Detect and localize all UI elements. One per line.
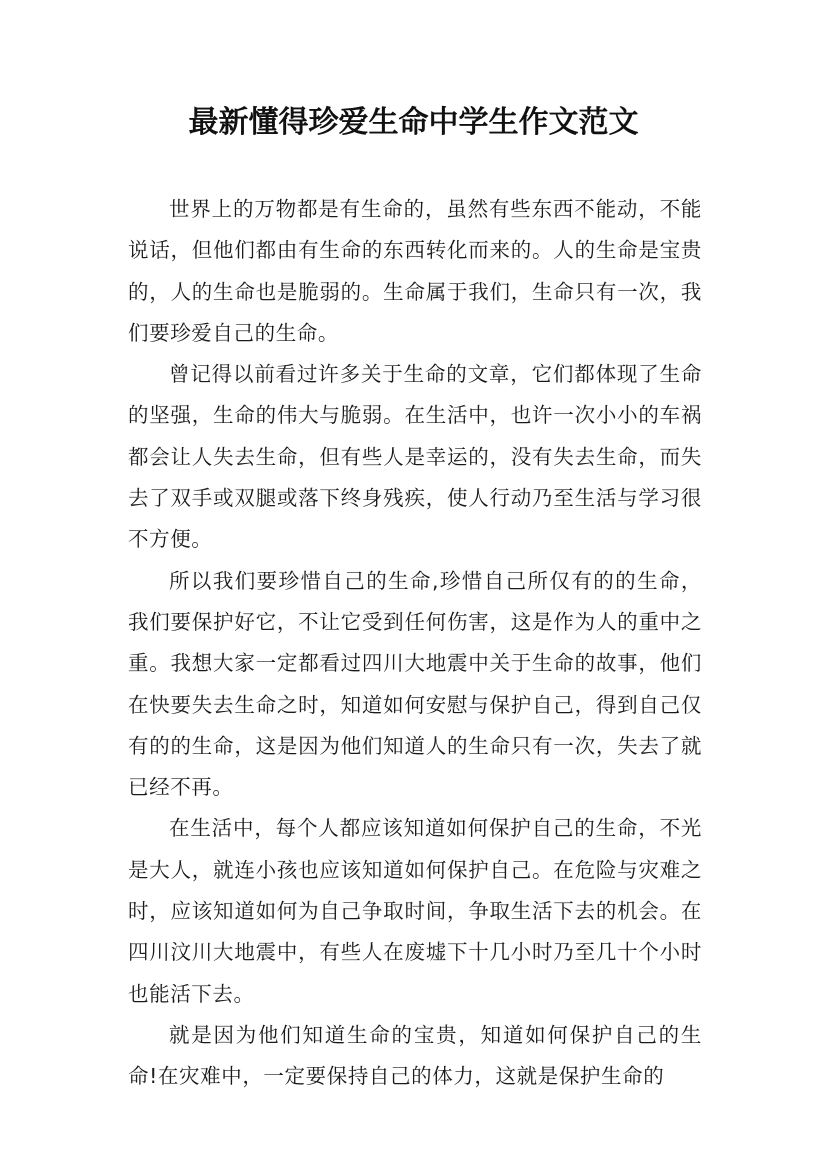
paragraph-3: 所以我们要珍惜自己的生命,珍惜自己所仅有的的生命，我们要保护好它，不让它受到任何伤害，这是作为人的重中之重。我想大家一定都看过四川大地震中关于生命的故事，他们在快要失去生命之时，知道如何安慰与保护自己，得到自己仅有的的生命，这是因为他们知道人的生命只有一次，失去了就已经不再。 [128, 568, 702, 800]
paragraph-1: 世界上的万物都是有生命的，虽然有些东西不能动，不能说话，但他们都由有生命的东西转化而来的。人的生命是宝贵的，人的生命也是脆弱的。生命属于我们，生命只有一次，我们要珍爱自己的生命。 [128, 197, 702, 345]
document-body [128, 189, 702, 1098]
paragraph-2: 曾记得以前看过许多关于生命的文章，它们都体现了生命的坚强，生命的伟大与脆弱。在生活中，也许一次小小的车祸都会让人失去生命，但有些人是幸运的，没有失去生命，而失去了双手或双腿或落下终身残疾，使人行动乃至生活与学习很不方便。 [128, 362, 702, 552]
paragraph-4: 在生活中，每个人都应该知道如何保护自己的生命，不光是大人，就连小孩也应该知道如何保护自己。在危险与灾难之时，应该知道如何为自己争取时间，争取生活下去的机会。在四川汶川大地震中，有些人在废墟下十几小时乃至几十个小时也能活下去。 [128, 816, 702, 1006]
document-title: 最新懂得珍爱生命中学生作文范文 [188, 105, 639, 140]
paragraph-5: 就是因为他们知道生命的宝贵，知道如何保护自己的生命!在灾难中，一定要保持自己的体力，这就是保护生命的 [128, 1022, 702, 1089]
